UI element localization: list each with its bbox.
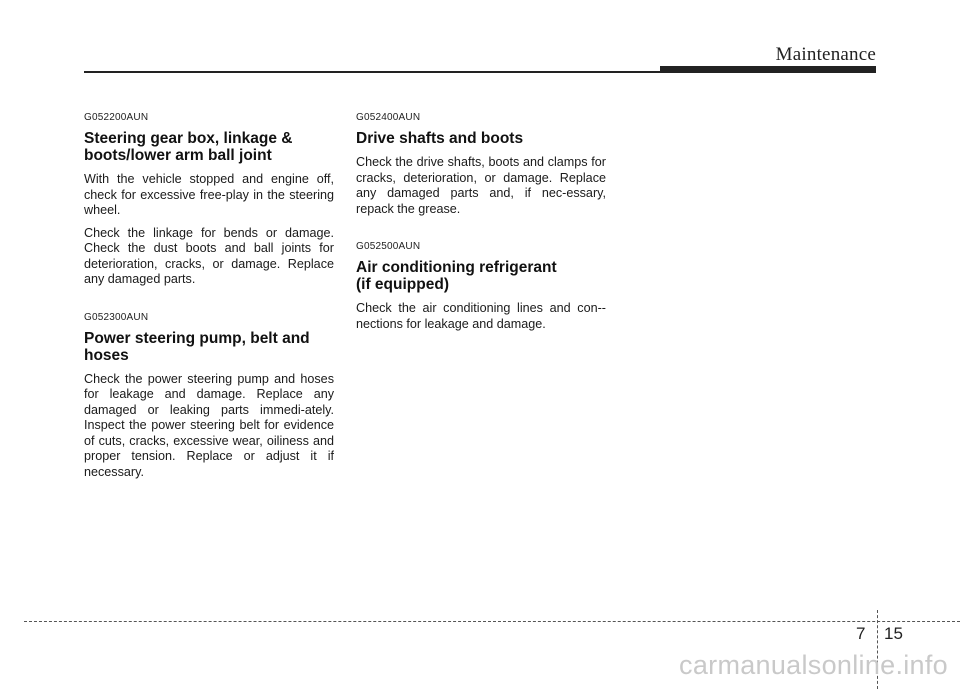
heading-line: boots/lower arm ball joint <box>84 147 272 164</box>
section-air-conditioning <box>356 241 606 332</box>
chapter-number: 7 <box>856 624 866 643</box>
heading-line: Power steering pump, belt and <box>84 329 310 347</box>
section-code: G052400AUN <box>356 112 421 123</box>
section-paragraph: Check the power steering pump and hoses for leakage and damage. Replace any damaged or leaking parts immedi-ately. Inspect the power steering belt for evidence of cuts, cracks, excessive wear, oiliness and proper tension. Replace or adjust it if necessary. <box>84 371 334 479</box>
section-power-steering-pump <box>84 312 334 481</box>
header-rule-thick <box>660 66 876 73</box>
footer-rule <box>24 621 960 622</box>
section-paragraph: With the vehicle stopped and engine off, check for excessive free-play in the steering wheel. <box>84 172 334 217</box>
section-paragraph: Check the drive shafts, boots and clamps for cracks, deterioration, or damage. Replace any damaged parts and, if nec-essary, repack the grease. <box>356 155 606 216</box>
section-heading <box>356 130 606 147</box>
heading-line: Drive shafts and boots <box>356 130 524 147</box>
section-heading <box>356 259 606 293</box>
right-column <box>356 112 606 356</box>
page-header-title: Maintenance <box>775 44 876 65</box>
left-column <box>84 112 334 504</box>
section-code: G052200AUN <box>84 112 149 123</box>
heading-line: Steering gear box, linkage & <box>84 130 293 147</box>
section-drive-shafts <box>356 112 606 217</box>
section-heading <box>84 330 334 364</box>
heading-line: Air conditioning refrigerant <box>356 259 557 276</box>
section-paragraph: Check the linkage for bends or damage. Check the dust boots and ball joints for deterioration, cracks, or damage. Replace any damaged parts. <box>84 225 334 286</box>
section-paragraph: Check the air conditioning lines and con-nections for leakage and damage. <box>356 301 606 331</box>
heading-line: (if equipped) <box>356 276 449 293</box>
section-steering-gear-box <box>84 112 334 288</box>
section-heading <box>84 130 334 164</box>
watermark: carmanualsonline.info <box>679 650 948 680</box>
section-code: G052500AUN <box>356 241 421 252</box>
header-rule-thin <box>84 71 664 73</box>
section-code: G052300AUN <box>84 311 149 323</box>
heading-line: hoses <box>84 346 129 364</box>
page-number: 15 <box>884 624 903 643</box>
